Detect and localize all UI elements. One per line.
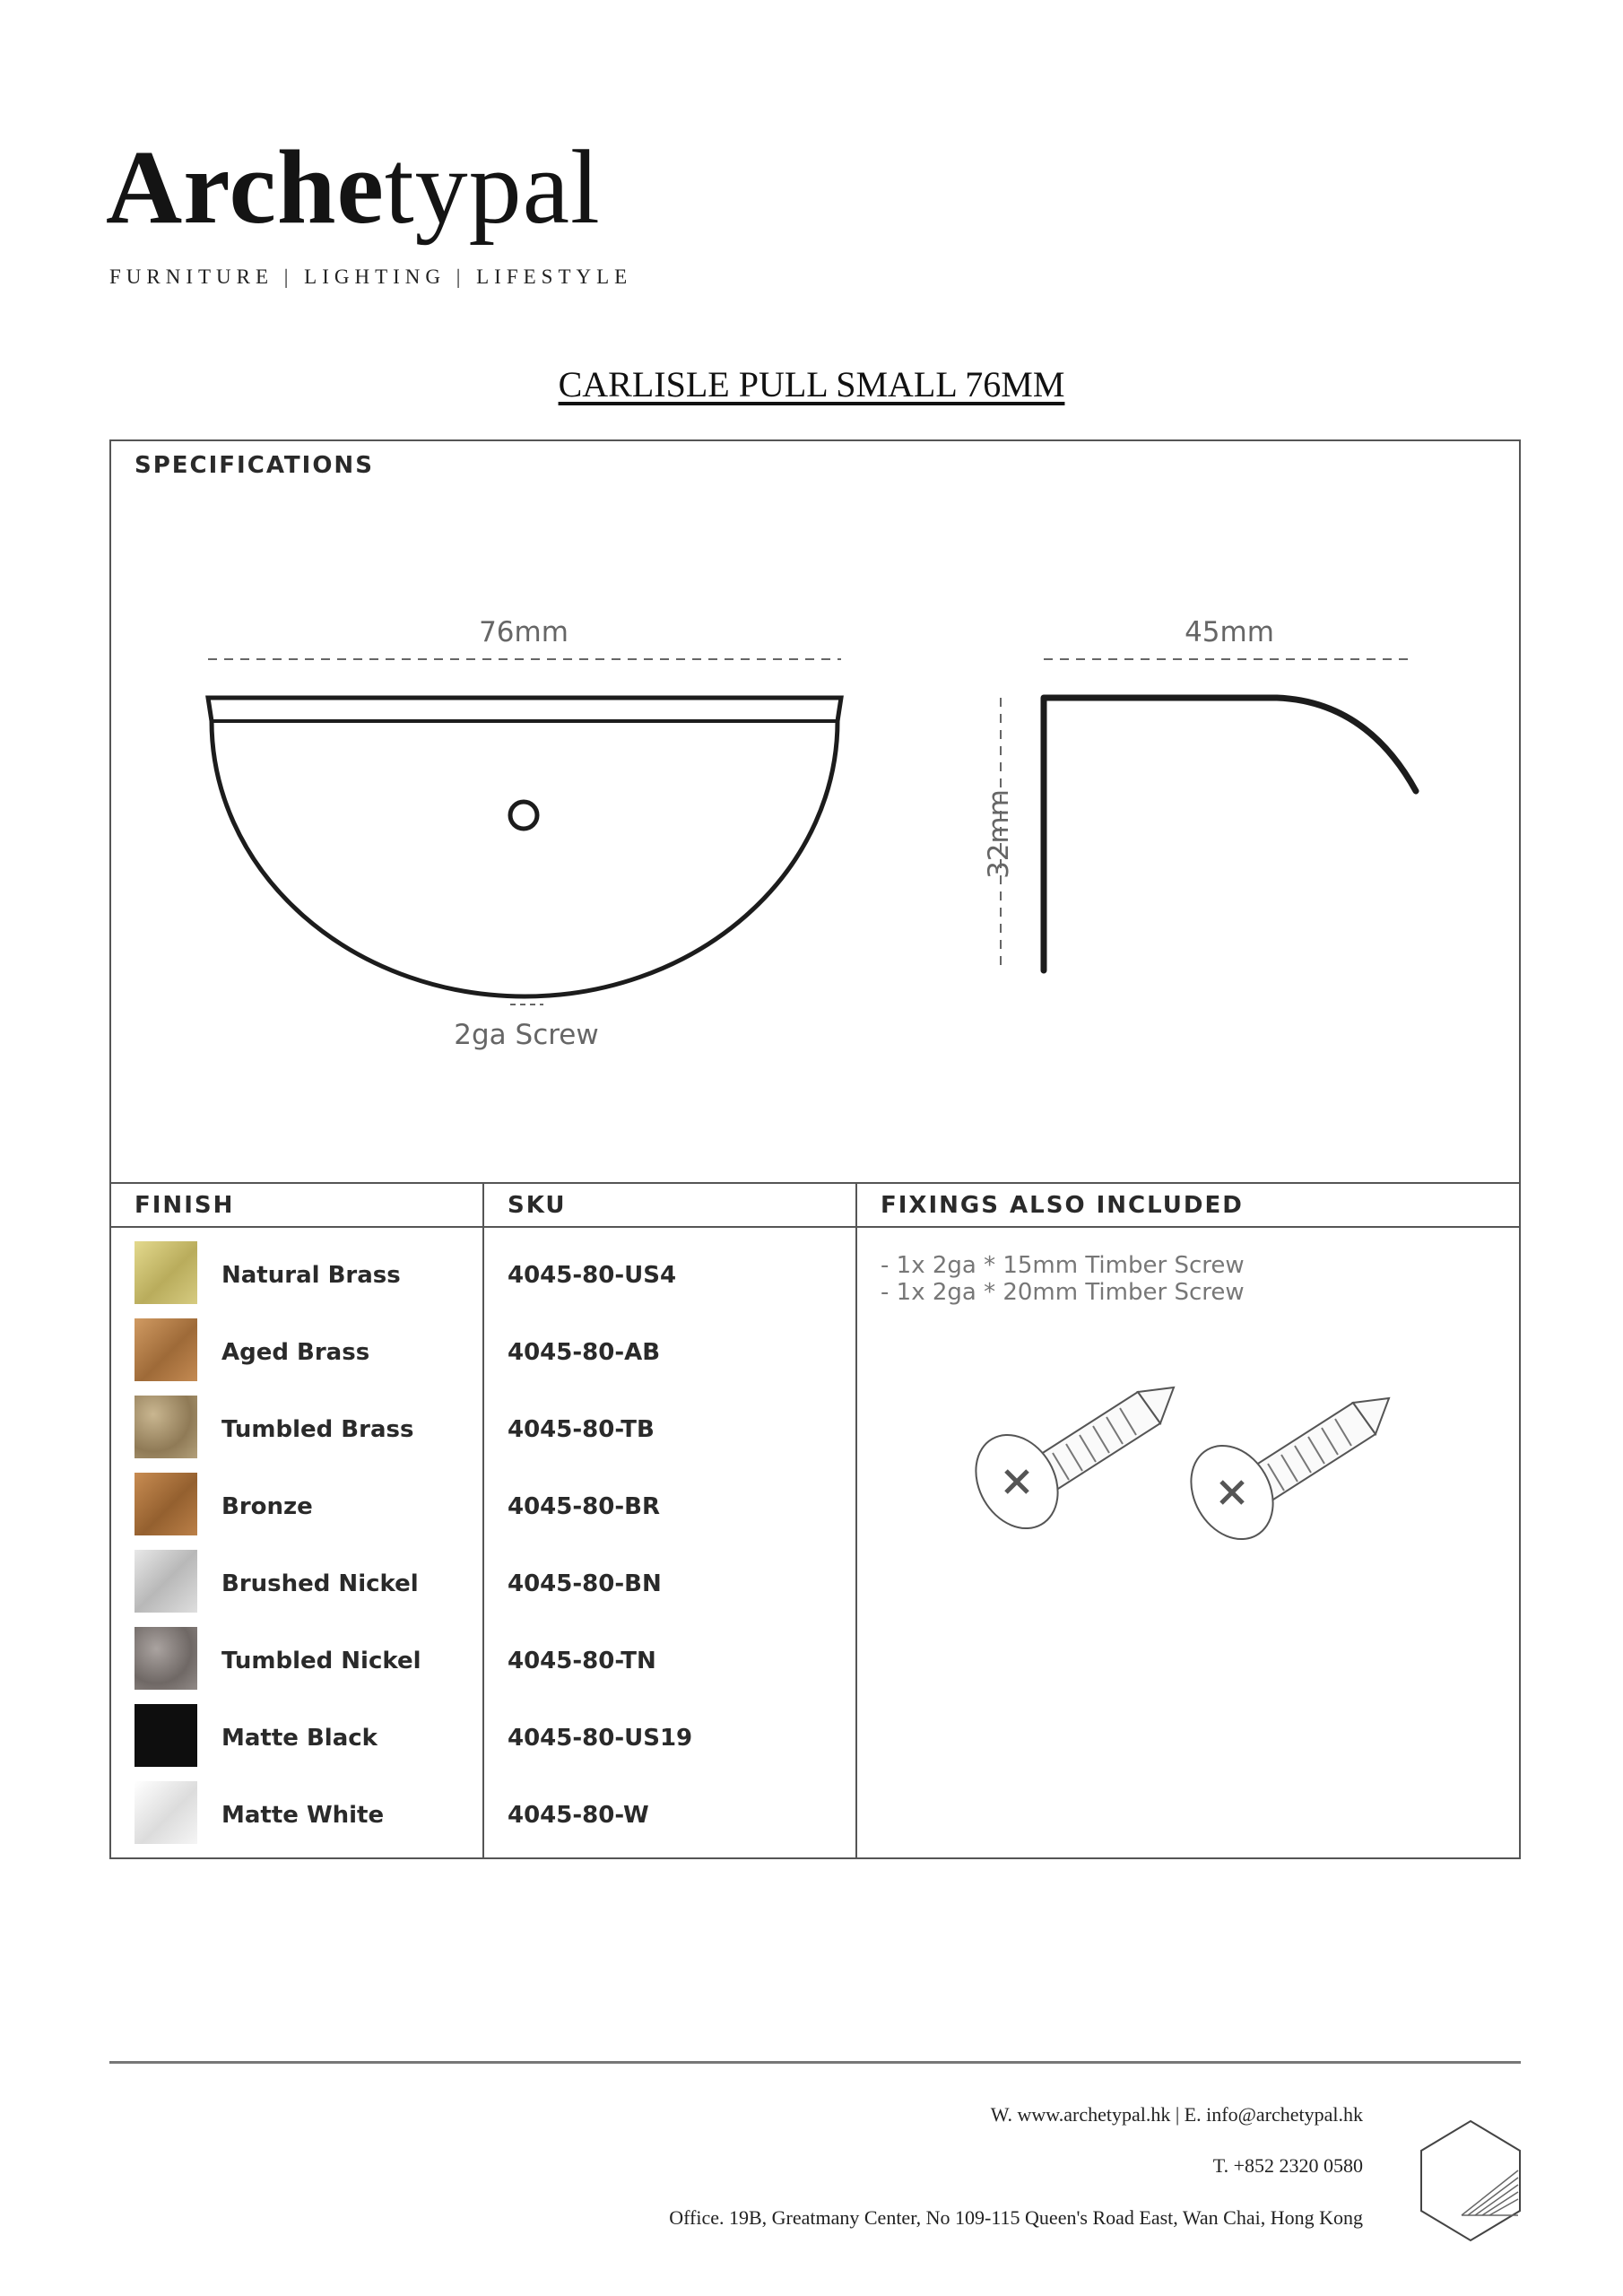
footer-phone: T. +852 2320 0580 (1212, 2154, 1363, 2177)
finish-name: Matte Black (221, 1725, 378, 1752)
footer-office-address: Office. 19B, Greatmany Center, No 109-115 Queen's Road East, Wan Chai, Hong Kong (669, 2206, 1363, 2229)
sku-value: 4045-80-W (508, 1802, 649, 1829)
brand-name-light: typal (384, 128, 601, 246)
finish-name: Tumbled Brass (221, 1416, 414, 1443)
brand-logo (106, 128, 601, 246)
specifications-heading: SPECIFICATIONS (135, 452, 374, 479)
fixing-item: - 1x 2ga * 20mm Timber Screw (881, 1279, 1245, 1306)
finish-swatch (135, 1550, 197, 1613)
sku-value: 4045-80-AB (508, 1339, 661, 1366)
timber-screws-illustration (963, 1374, 1429, 1580)
brand-mark-icon (1412, 2117, 1529, 2251)
finish-swatch (135, 1473, 197, 1535)
fixings-column-header: FIXINGS ALSO INCLUDED (881, 1192, 1244, 1219)
finish-name: Bronze (221, 1493, 313, 1520)
sku-value: 4045-80-US19 (508, 1725, 693, 1752)
fixing-item: - 1x 2ga * 15mm Timber Screw (881, 1252, 1245, 1279)
specification-table (109, 439, 1521, 1859)
finish-swatch (135, 1627, 197, 1690)
finish-swatch (135, 1396, 197, 1458)
finish-column-header: FINISH (135, 1192, 235, 1219)
finish-name: Natural Brass (221, 1262, 401, 1289)
brand-name-bold: Arche (106, 128, 385, 246)
table-divider-top (111, 1182, 1519, 1184)
finish-swatch (135, 1781, 197, 1844)
side-depth-label: 45mm (1185, 616, 1274, 648)
sku-column-header: SKU (508, 1192, 567, 1219)
sku-value: 4045-80-US4 (508, 1262, 677, 1289)
finish-name: Brushed Nickel (221, 1570, 419, 1597)
brand-tagline: FURNITURE | LIGHTING | LIFESTYLE (109, 265, 633, 288)
sku-value: 4045-80-TB (508, 1416, 655, 1443)
finish-swatch (135, 1704, 197, 1767)
sku-value: 4045-80-TN (508, 1648, 656, 1674)
table-header-divider (111, 1226, 1519, 1228)
footer-divider (109, 2061, 1521, 2064)
side-view-drawing (983, 616, 1416, 970)
column-divider-2 (855, 1182, 857, 1859)
column-divider-1 (482, 1182, 484, 1859)
front-width-label: 76mm (479, 616, 568, 648)
screw-label: 2ga Screw (454, 1019, 599, 1051)
front-view-drawing (208, 616, 841, 1051)
screw-icon (963, 1387, 1174, 1544)
finish-name: Tumbled Nickel (221, 1648, 421, 1674)
side-height-label: 32mm (983, 789, 1015, 879)
dimension-drawings (111, 441, 1519, 1177)
finish-swatch (135, 1318, 197, 1381)
finish-name: Matte White (221, 1802, 385, 1829)
screw-icon (1175, 1398, 1389, 1554)
footer-web-email[interactable]: W. www.archetypal.hk | E. info@archetypal.hk (990, 2103, 1363, 2126)
finish-swatch (135, 1241, 197, 1304)
sku-value: 4045-80-BR (508, 1493, 660, 1520)
sku-value: 4045-80-BN (508, 1570, 662, 1597)
finish-name: Aged Brass (221, 1339, 370, 1366)
page-title: CARLISLE PULL SMALL 76MM (558, 364, 1065, 404)
